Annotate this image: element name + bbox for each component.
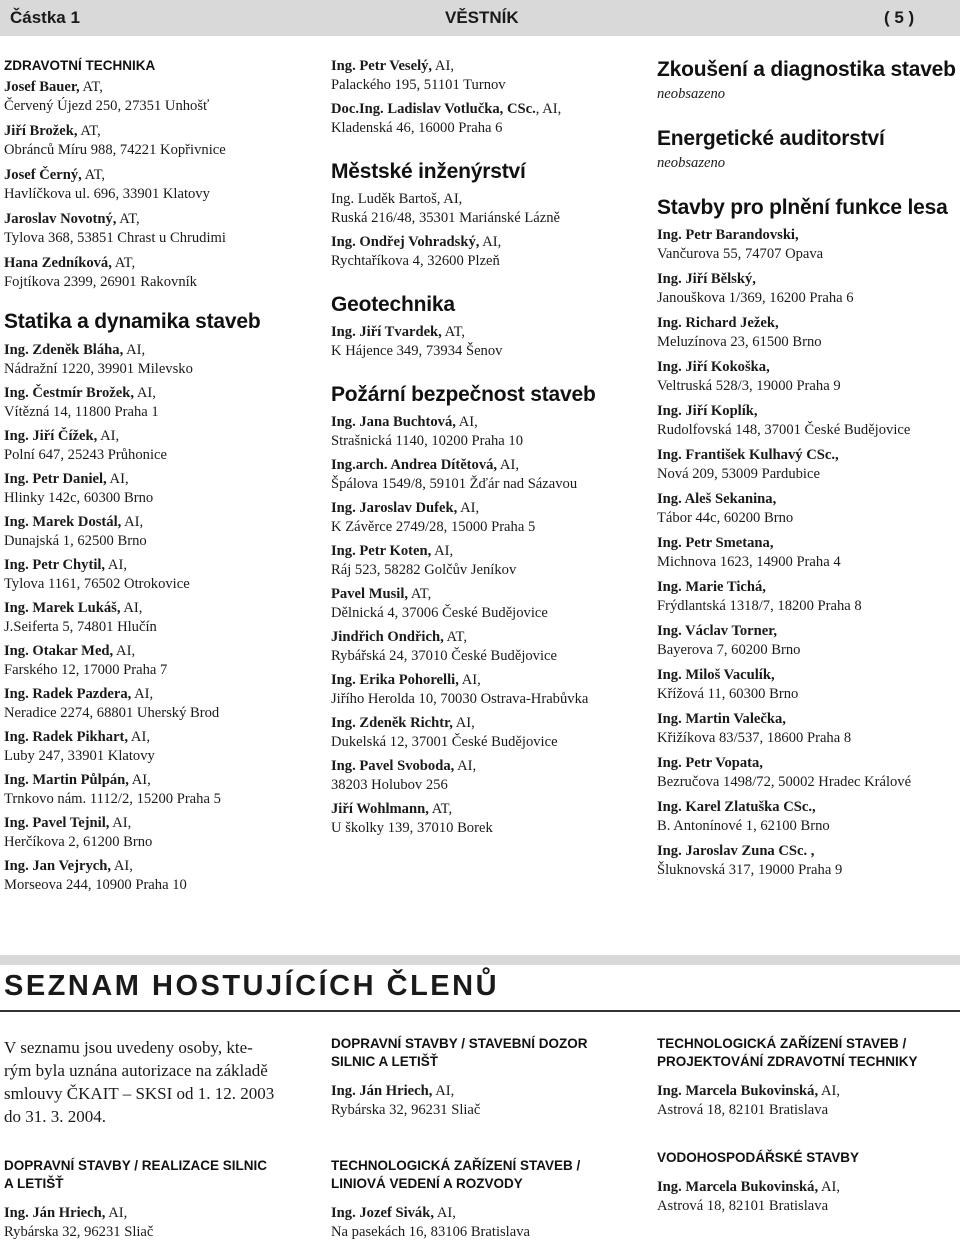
page-number: ( 5 ) (884, 8, 915, 27)
member-authorization: AI, (458, 672, 481, 688)
member-name: Ing. Petr Chytil, (4, 557, 106, 573)
member-address: Veltruská 528/3, 19000 Praha 9 (657, 378, 841, 394)
member-entry (331, 800, 646, 838)
member-authorization: AI, (497, 457, 519, 473)
member-address: Fojtíkova 2399, 26901 Rakovník (4, 274, 197, 290)
member-name: Josef Bauer, (4, 79, 80, 95)
member-authorization: AI, (97, 428, 120, 444)
member-name: Ing. František Kulhavý CSc., (657, 447, 839, 463)
member-address: Tylova 368, 53851 Chrast u Chrudimi (4, 230, 226, 246)
member-entry (4, 556, 319, 594)
member-address: Morseova 244, 10900 Praha 10 (4, 877, 187, 893)
member-address: Křižíkova 83/537, 18600 Praha 8 (657, 730, 852, 746)
member-address: Meluzínova 23, 61500 Brno (657, 334, 822, 350)
member-name: Ing. Luděk Bartoš, (331, 191, 441, 207)
member-entry (331, 413, 646, 451)
member-name: Jindřich Ondřich, (331, 629, 444, 645)
member-address: Rychtaříkova 4, 32600 Plzeň (331, 253, 500, 269)
journal-title: VĚSTNÍK (445, 8, 519, 27)
member-address: Kladenská 46, 16000 Praha 6 (331, 120, 503, 136)
member-authorization: AI, (133, 385, 156, 401)
member-authorization: AT, (116, 211, 140, 227)
member-name: Ing. Erika Pohorelli, (331, 672, 459, 688)
member-address: Dukelská 12, 37001 České Budějovice (331, 734, 558, 750)
member-entry (331, 233, 646, 271)
entry-list (331, 190, 646, 271)
member-authorization: AI, (431, 543, 454, 559)
member-address: Vítězná 14, 11800 Praha 1 (4, 404, 159, 420)
member-authorization: AI, (123, 342, 146, 358)
page-header (0, 0, 960, 36)
member-entry (657, 358, 957, 396)
member-entry (657, 534, 957, 572)
member-address: 38203 Holubov 256 (331, 777, 448, 793)
member-address: Nádražní 1220, 39901 Milevsko (4, 361, 193, 377)
member-entry (331, 57, 646, 95)
member-address: Špálova 1549/8, 59101 Žďár nad Sázavou (331, 476, 578, 492)
member-address: K Hájence 349, 73934 Šenov (331, 343, 503, 359)
member-address: Tábor 44c, 60200 Brno (657, 510, 794, 526)
member-entry (4, 513, 319, 551)
member-name: Ing. Karel Zlatuška CSc., (657, 799, 816, 815)
member-name: Ing. Jan Vejrych, (4, 858, 112, 874)
section-title: Stavby pro plnění funkce lesa (657, 196, 948, 219)
member-entry (331, 714, 646, 752)
member-authorization: AI, (128, 729, 150, 745)
member-name: Ing. Radek Pazdera, (4, 686, 132, 702)
member-entry (331, 585, 646, 623)
entry-list (657, 226, 957, 880)
member-entry (4, 166, 319, 204)
member-address: Strašnická 1140, 10200 Praha 10 (331, 433, 523, 449)
member-name: Jiří Brožek, (4, 123, 78, 139)
member-address: Dělnická 4, 37006 České Budějovice (331, 605, 548, 621)
member-name: Ing. Jiří Čížek, (4, 428, 98, 444)
member-name: Ing. Pavel Tejnil, (4, 815, 110, 831)
section-title: Zkoušení a diagnostika staveb (657, 58, 956, 81)
member-address: U školky 139, 37010 Borek (331, 820, 493, 836)
member-name: Ing. Jaroslav Dufek, (331, 500, 458, 516)
member-address: Červený Újezd 250, 27351 Unhošť (4, 98, 210, 114)
member-address: Ruská 216/48, 35301 Mariánské Lázně (331, 210, 560, 226)
member-authorization: AT, (441, 324, 466, 340)
member-authorization: AT, (443, 629, 467, 645)
member-name: Ing. Marek Lukáš, (4, 600, 121, 616)
member-name: Ing. Petr Vopata, (657, 755, 763, 771)
member-name: Ing. Marek Dostál, (4, 514, 122, 530)
section-divider-bar (0, 955, 960, 965)
member-address: Ráj 523, 58282 Golčův Jeníkov (331, 562, 517, 578)
member-entry (657, 446, 957, 484)
member-entry (4, 642, 319, 680)
member-entry (657, 314, 957, 352)
member-name: Pavel Musil, (331, 586, 409, 602)
member-name: Jaroslav Novotný, (4, 211, 117, 227)
member-name: Ing. Martin Valečka, (657, 711, 786, 727)
member-entry (4, 814, 319, 852)
member-entry (4, 470, 319, 508)
member-authorization: AT, (428, 801, 453, 817)
guest-group-5: VODOHOSPODÁŘSKÉ STAVBY Ing. Marcela Bukovinská, AI, Astrová 18, 82101 Bratislava (657, 1150, 860, 1214)
column-1 (4, 57, 319, 900)
member-name: Ing. Petr Daniel, (4, 471, 107, 487)
member-name: Ing. Radek Pikhart, (4, 729, 129, 745)
member-name: Ing. Petr Koten, (331, 543, 432, 559)
member-address: Vančurova 55, 74707 Opava (657, 246, 824, 262)
member-address: Trnkovo nám. 1112/2, 15200 Praha 5 (4, 791, 221, 807)
member-authorization: AI, (106, 471, 129, 487)
member-address: Jiřího Herolda 10, 70030 Ostrava-Hrabůvka (331, 691, 589, 707)
member-address: Rybářská 24, 37010 České Budějovice (331, 648, 557, 664)
issue-number: Částka 1 (10, 8, 80, 27)
member-entry (4, 728, 319, 766)
member-authorization: AI, (109, 815, 132, 831)
member-address: Havlíčkova ul. 696, 33901 Klatovy (4, 186, 210, 202)
member-address: Šluknovská 317, 19000 Praha 9 (657, 862, 843, 878)
member-name: Ing. Čestmír Brožek, (4, 385, 134, 401)
member-name: Jiří Wohlmann, (331, 801, 429, 817)
column-2 (331, 57, 646, 843)
member-entry (657, 578, 957, 616)
member-name: Ing. Martin Půlpán, (4, 772, 129, 788)
member-authorization: AI, (479, 234, 502, 250)
member-authorization: AI, (128, 772, 151, 788)
member-entry (331, 499, 646, 537)
member-entry (4, 122, 319, 160)
member-address: Michnova 1623, 14900 Praha 4 (657, 554, 841, 570)
member-name: Ing. Václav Torner, (657, 623, 778, 639)
member-address: Herčíkova 2, 61200 Brno (4, 834, 153, 850)
member-entry (331, 100, 646, 138)
member-authorization: AI, (120, 600, 143, 616)
member-entry (657, 402, 957, 440)
member-name: Ing. Jiří Bělský, (657, 271, 756, 287)
member-entry (657, 754, 957, 792)
member-address: Janouškova 1/369, 16200 Praha 6 (657, 290, 854, 306)
guest-group-2: TECHNOLOGICKÁ ZAŘÍZENÍ STAVEB / PROJEKTOVÁNÍ ZDRAVOTNÍ TECHNIKY Ing. Marcela Bukovinská, AI, Astrová 18, 82101 Bratislava (657, 1036, 918, 1118)
guest-group-3: DOPRAVNÍ STAVBY / REALIZACE SILNIC A LETIŠŤ Ing. Ján Hriech, AI, Rybárska 32, 96231 Sliač (4, 1158, 268, 1240)
member-name: Ing. Aleš Sekanina, (657, 491, 777, 507)
member-entry (331, 757, 646, 795)
member-name: Ing. Jiří Koplík, (657, 403, 758, 419)
member-address: Polní 647, 25243 Průhonice (4, 447, 167, 463)
member-name: Ing. Richard Ježek, (657, 315, 779, 331)
member-authorization: AI, (105, 557, 127, 573)
member-name: Ing. Miloš Vaculík, (657, 667, 775, 683)
member-entry (657, 490, 957, 528)
member-address: Obránců Míru 988, 74221 Kopřivnice (4, 142, 226, 158)
member-authorization: AT, (408, 586, 432, 602)
member-name: Ing. Jiří Kokoška, (657, 359, 770, 375)
member-authorization: AI, (121, 514, 144, 530)
member-authorization: , AI, (535, 101, 562, 117)
section-title: Geotechnika (331, 293, 455, 316)
entry-list (331, 413, 646, 838)
member-entry (657, 798, 957, 836)
member-address: Rudolfovská 148, 37001 České Budějovice (657, 422, 911, 438)
member-entry (331, 323, 646, 361)
entry-list (331, 323, 646, 361)
member-authorization: AT, (81, 167, 106, 183)
member-name: Ing. Ondřej Vohradský, (331, 234, 480, 250)
member-entry (657, 226, 957, 264)
member-name: Hana Zedníková, (4, 255, 112, 271)
member-authorization: AI, (113, 643, 136, 659)
member-entry (657, 622, 957, 660)
member-name: Ing. Pavel Svoboda, (331, 758, 455, 774)
entry-list (4, 78, 319, 292)
member-entry (331, 456, 646, 494)
member-name: Ing. Zdeněk Bláha, (4, 342, 124, 358)
member-entry (4, 685, 319, 723)
column-3 (657, 57, 957, 886)
entry-list (331, 57, 646, 138)
member-name: Ing. Petr Veselý, (331, 58, 433, 74)
title-underline (0, 1010, 960, 1012)
member-authorization: AI, (440, 191, 463, 207)
intro-paragraph: V seznamu jsou uvedeny osoby, kte- rým byla uznána autorizace na základě smlouvy ČKAIT – SKSI od 1. 12. 2003 do 31. 3. 2004. (4, 1038, 275, 1126)
member-address: Hlinky 142c, 60300 Brno (4, 490, 154, 506)
entry-list (4, 341, 319, 895)
member-address: Tylova 1161, 76502 Otrokovice (4, 576, 190, 592)
member-address: B. Antonínové 1, 62100 Brno (657, 818, 830, 834)
member-address: Nová 209, 53009 Pardubice (657, 466, 820, 482)
member-address: Dunajská 1, 62500 Brno (4, 533, 147, 549)
member-entry (4, 857, 319, 895)
member-entry (331, 190, 646, 228)
member-name: Ing. Marie Tichá, (657, 579, 766, 595)
vacancy-note: neobsazeno (657, 86, 726, 102)
member-entry (331, 542, 646, 580)
member-address: Palackého 195, 51101 Turnov (331, 77, 506, 93)
member-name: Ing. Jiří Tvardek, (331, 324, 442, 340)
member-authorization: AI, (111, 858, 133, 874)
member-authorization: AI, (131, 686, 154, 702)
member-address: Křížová 11, 60300 Brno (657, 686, 799, 702)
member-authorization: AI, (452, 715, 475, 731)
member-entry (657, 710, 957, 748)
section-title: Požární bezpečnost staveb (331, 383, 596, 406)
member-entry (657, 270, 957, 308)
member-authorization: AT, (111, 255, 136, 271)
member-address: Neradice 2274, 68801 Uherský Brod (4, 705, 220, 721)
member-address: Farského 12, 17000 Praha 7 (4, 662, 168, 678)
member-name: Ing. Petr Barandovski, (657, 227, 799, 243)
member-name: Doc.Ing. Ladislav Votlučka, CSc. (331, 101, 536, 117)
member-address: Bezručova 1498/72, 50002 Hradec Králové (657, 774, 912, 790)
member-address: K Závěrce 2749/28, 15000 Praha 5 (331, 519, 536, 535)
member-entry (4, 771, 319, 809)
member-name: Josef Černý, (4, 167, 82, 183)
member-entry (331, 671, 646, 709)
member-authorization: AT, (79, 79, 103, 95)
member-authorization: AI, (455, 414, 478, 430)
member-entry (657, 666, 957, 704)
member-entry (4, 254, 319, 292)
member-address: J.Seiferta 5, 74801 Hlučín (4, 619, 157, 635)
member-name: Ing. Otakar Med, (4, 643, 114, 659)
member-address: Frýdlantská 1318/7, 18200 Praha 8 (657, 598, 862, 614)
member-name: Ing. Jana Buchtová, (331, 414, 456, 430)
member-authorization: AI, (457, 500, 480, 516)
vacancy-note: neobsazeno (657, 155, 726, 171)
guest-group-1: DOPRAVNÍ STAVBY / STAVEBNÍ DOZOR SILNIC A LETIŠŤ Ing. Ján Hriech, AI, Rybárska 32, 96231 Sliač (331, 1036, 588, 1118)
member-entry (331, 628, 646, 666)
guest-members-title: SEZNAM HOSTUJÍCÍCH ČLENŮ (4, 970, 500, 1002)
section-title: Statika a dynamika staveb (4, 310, 261, 333)
member-entry (4, 384, 319, 422)
member-name: Ing. Jaroslav Zuna CSc. , (657, 843, 815, 859)
member-entry (4, 341, 319, 379)
member-entry (4, 210, 319, 248)
member-entry (4, 427, 319, 465)
member-entry (657, 842, 957, 880)
member-name: Ing.arch. Andrea Dítětová, (331, 457, 498, 473)
section-title: ZDRAVOTNÍ TECHNIKA (4, 58, 156, 73)
member-address: Luby 247, 33901 Klatovy (4, 748, 155, 764)
member-authorization: AI, (454, 758, 477, 774)
guest-group-4: TECHNOLOGICKÁ ZAŘÍZENÍ STAVEB / LINIOVÁ VEDENÍ A ROZVODY Ing. Jozef Sivák, AI, Na pasekách 16, 83106 Bratislava (331, 1158, 581, 1240)
section-title: Energetické auditorství (657, 127, 885, 150)
member-address: Bayerova 7, 60200 Brno (657, 642, 801, 658)
member-authorization: AI, (432, 58, 454, 74)
member-entry (4, 599, 319, 637)
member-name: Ing. Petr Smetana, (657, 535, 774, 551)
section-title: Městské inženýrství (331, 160, 526, 183)
member-name: Ing. Zdeněk Richtr, (331, 715, 453, 731)
member-authorization: AT, (77, 123, 101, 139)
member-entry (4, 78, 319, 116)
